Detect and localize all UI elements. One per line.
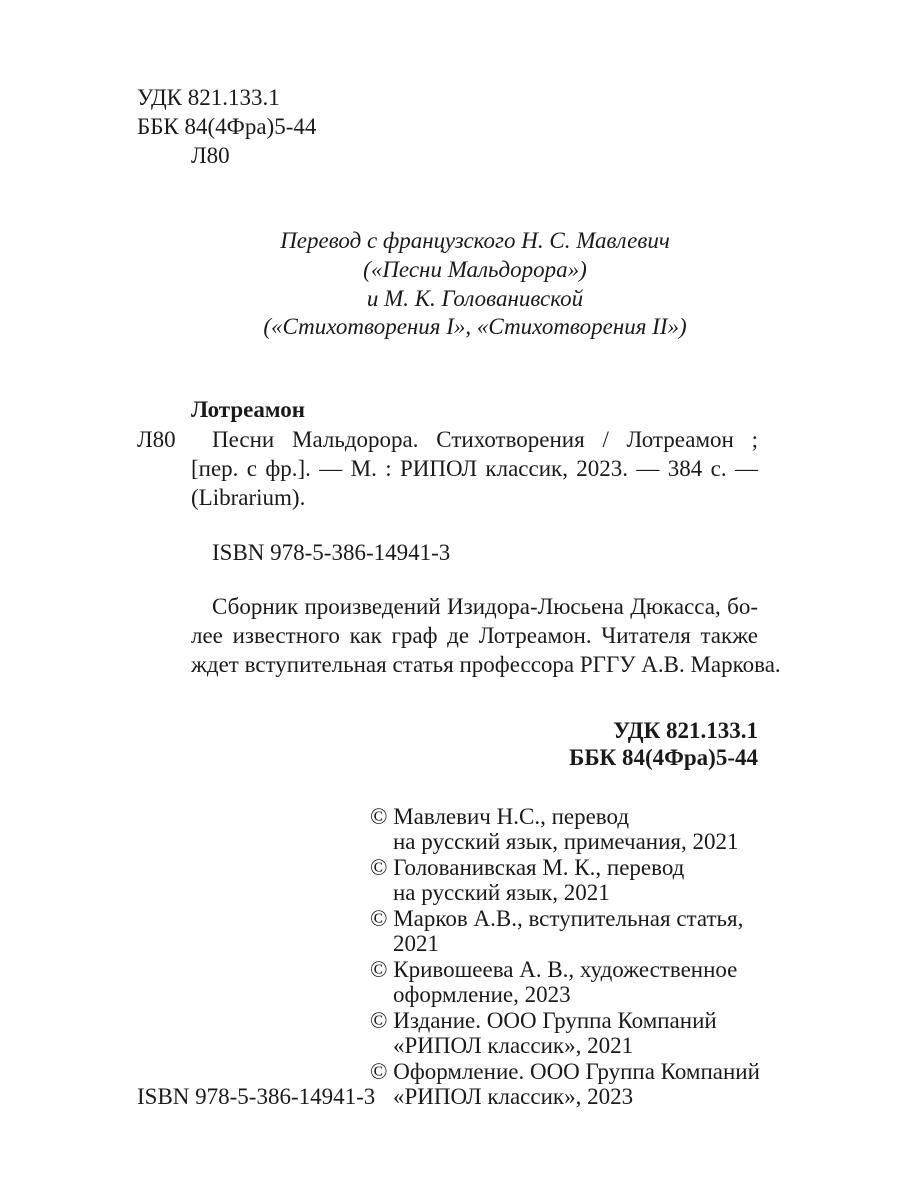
translation-credit-line-4: («Стихотворения I», «Стихотворения II») (263, 314, 687, 339)
catalog-isbn: ISBN 978-5-386-14941-3 (212, 540, 451, 565)
copyright-2-line-1: © Голованивская М. К., перевод (370, 855, 685, 880)
copyright-6-line-1: © Оформление. ООО Группа Компаний (370, 1059, 760, 1084)
copyright-3-line-2: 2021 (393, 931, 439, 956)
udk-code: УДК 821.133.1 (137, 85, 280, 110)
catalog-line-2: [пер. с фр.]. — М. : РИПОЛ классик, 2023. — 384 с. — (191, 456, 758, 481)
author-mark: Л80 (191, 143, 230, 168)
catalog-mark: Л80 (137, 427, 176, 452)
translation-credit-line-3: и М. К. Голованивской (366, 286, 584, 311)
copyright-1-line-2: на русский язык, примечания, 2021 (393, 829, 739, 854)
bottom-isbn: ISBN 978-5-386-14941-3 (137, 1084, 376, 1109)
copyright-2-line-2: на русский язык, 2021 (393, 880, 610, 905)
copyright-1-line-1: © Мавлевич Н.С., перевод (370, 804, 630, 829)
catalog-line-1: Песни Мальдорора. Стихотворения / Лотреамон ; (212, 427, 758, 452)
copyright-4-line-1: © Кривошеева А. В., художественное (370, 957, 738, 982)
annotation-line-3: ждет вступительная статья профессора РГГУ А.В. Маркова. (191, 652, 781, 677)
translation-credit-line-2: («Песни Мальдорора») (363, 257, 587, 282)
copyright-3-line-1: © Марков А.В., вступительная статья, (370, 906, 744, 931)
translation-credit-line-1: Перевод с французского Н. С. Мавлевич (280, 228, 670, 253)
copyright-4-line-2: оформление, 2023 (393, 982, 571, 1007)
annotation-line-1: Сборник произведений Изидора-Люсьена Дюкасса, бо- (212, 594, 758, 619)
catalog-line-3: (Librarium). (191, 485, 306, 510)
annotation-line-2: лее известного как граф де Лотреамон. Читателя также (191, 623, 758, 648)
bbk-code-right: ББК 84(4Фра)5-44 (569, 745, 758, 770)
copyright-6-line-2: «РИПОЛ классик», 2023 (393, 1084, 634, 1109)
copyright-5-line-2: «РИПОЛ классик», 2021 (393, 1033, 634, 1058)
udk-code-right: УДК 821.133.1 (613, 718, 758, 743)
bbk-code: ББК 84(4Фра)5-44 (137, 114, 317, 139)
copyright-5-line-1: © Издание. ООО Группа Компаний (370, 1008, 717, 1033)
catalog-author: Лотреамон (191, 397, 305, 422)
